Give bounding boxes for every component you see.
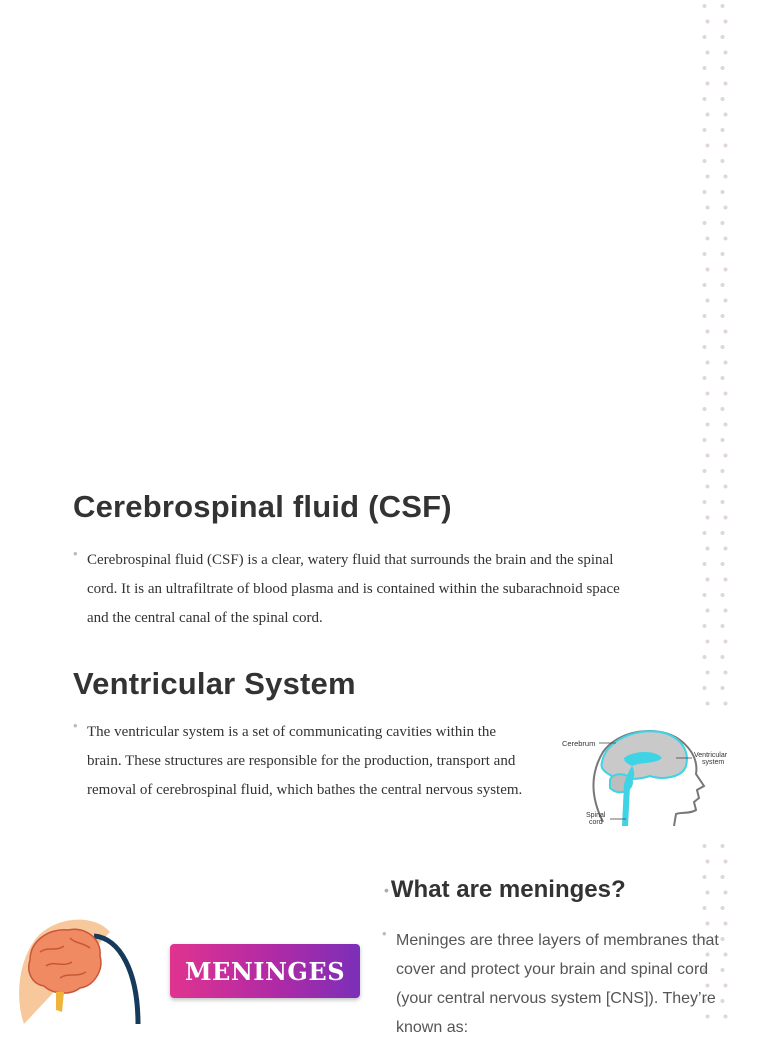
diagram-label-system: system	[702, 759, 725, 766]
meninges-line-1: Meninges are three layers of membranes that	[396, 932, 719, 949]
diagram-label-cord: cord	[589, 819, 603, 826]
brain-illustration-icon	[10, 912, 160, 1024]
ventricular-title: Ventricular System	[73, 666, 356, 701]
csf-paragraph	[73, 546, 687, 633]
csf-line-1: Cerebrospinal fluid (CSF) is a clear, watery fluid that surrounds the brain and the spinal	[87, 552, 614, 568]
meninges-heading: What are meninges?	[390, 876, 626, 903]
ventricular-line-2: brain. These structures are responsible for the production, transport and	[87, 753, 516, 769]
ventricular-line-1: The ventricular system is a set of communicating cavities within the	[87, 724, 497, 740]
meninges-line-4: known as:	[396, 1019, 469, 1036]
meninges-heading-row	[384, 876, 626, 904]
bullet-dot: •	[73, 546, 78, 561]
meninges-line-2: cover and protect your brain and spinal cord	[396, 961, 709, 978]
csf-title: Cerebrospinal fluid (CSF)	[73, 489, 452, 524]
meninges-badge	[170, 944, 360, 998]
meninges-line-3: (your central nervous system [CNS]). They’re	[396, 990, 716, 1007]
decorative-dot-border	[698, 0, 738, 1024]
bullet-dot: •	[73, 718, 78, 733]
diagram-label-ventricular: Ventricular	[694, 752, 728, 759]
csf-line-2: cord. It is an ultrafiltrate of blood plasma and is contained within the subarachnoid space	[87, 581, 620, 597]
diagram-label-spinal: Spinal	[586, 812, 606, 819]
ventricular-line-3: removal of cerebrospinal fluid, which bathes the central nervous system.	[87, 782, 523, 798]
diagram-label-cerebrum: Cerebrum	[562, 739, 596, 748]
csf-line-3: and the central canal of the spinal cord.	[87, 610, 323, 626]
head-diagram-icon	[558, 722, 738, 832]
meninges-badge-label: MENINGES	[184, 956, 346, 986]
bullet-dot: •	[382, 926, 387, 941]
bullet-dot: •	[384, 882, 389, 898]
ventricular-paragraph	[73, 718, 567, 805]
meninges-paragraph	[382, 926, 736, 1042]
